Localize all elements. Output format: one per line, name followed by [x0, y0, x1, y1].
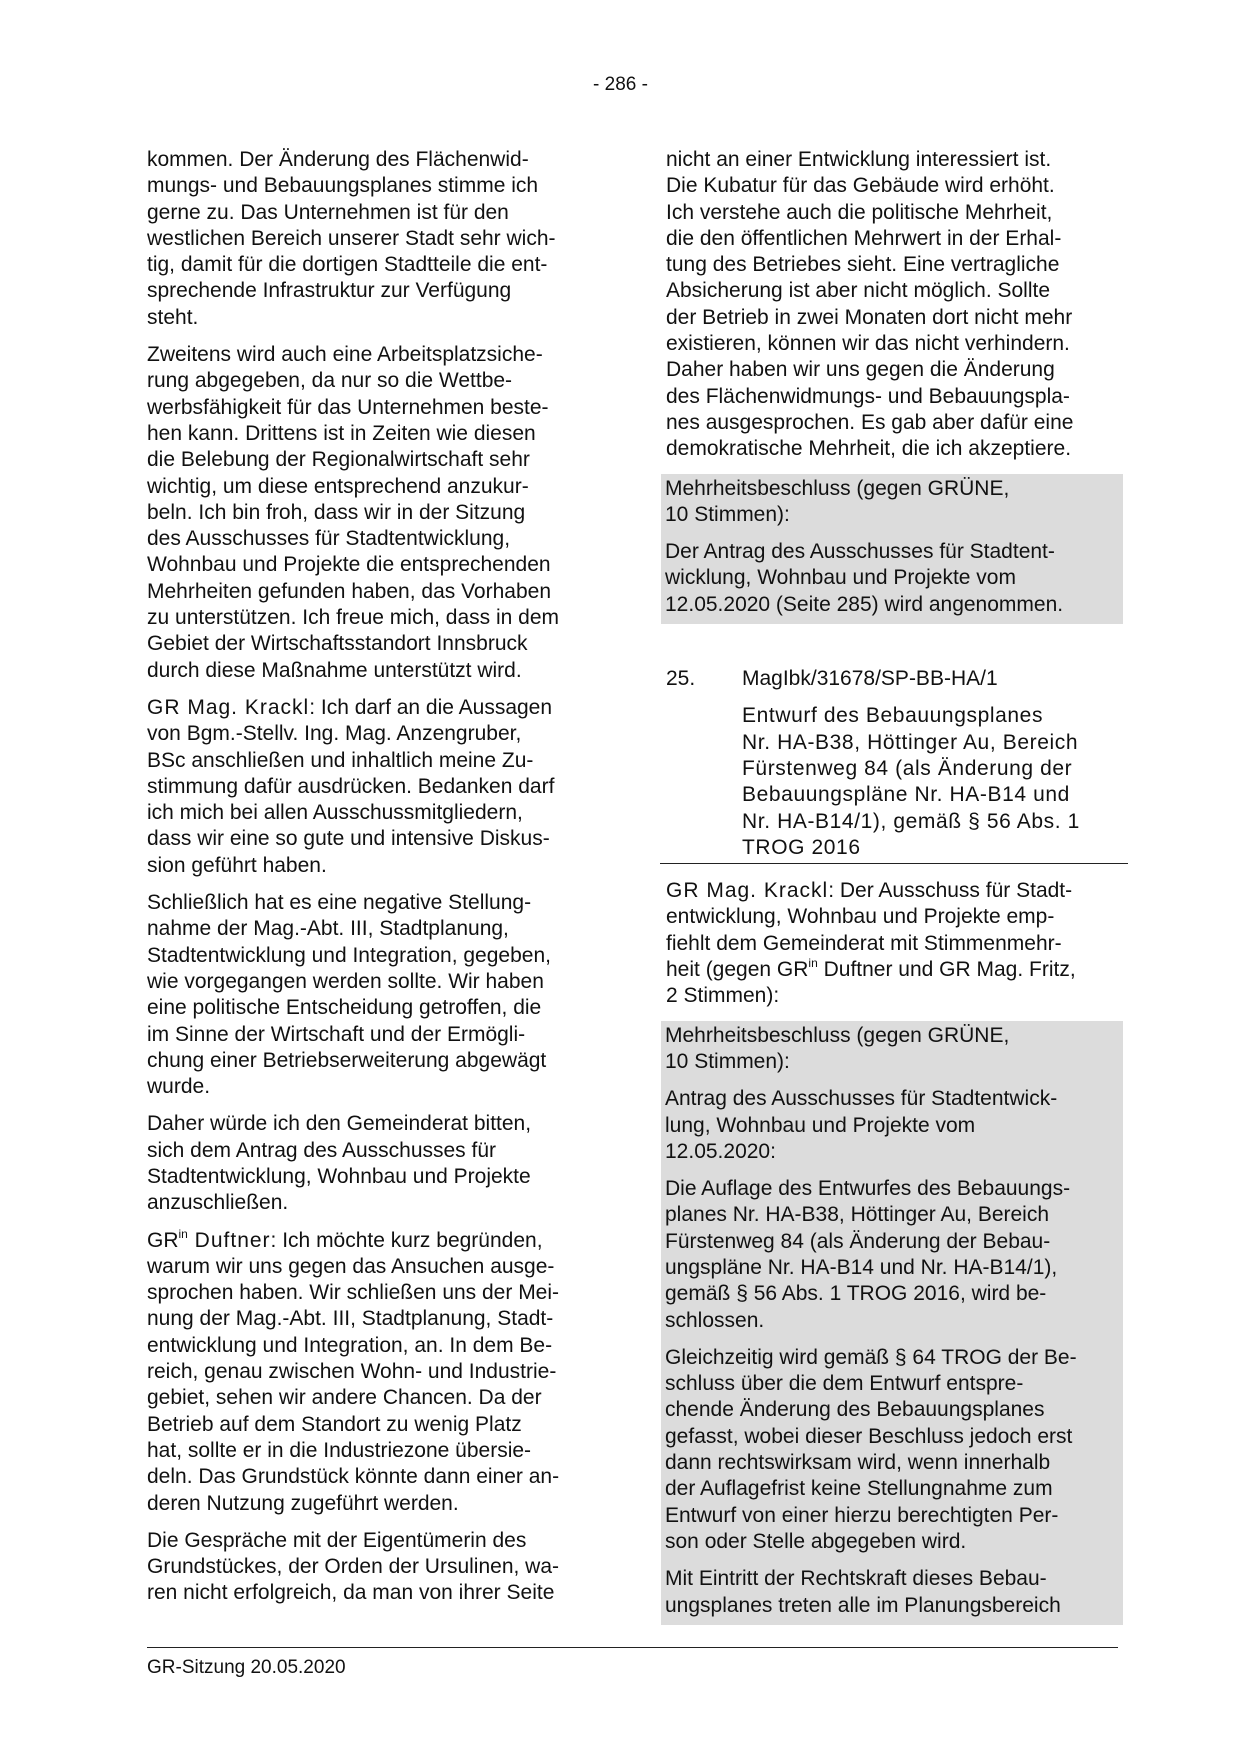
left-column	[147, 147, 609, 1618]
speaker-name: GR Mag. Krackl	[666, 879, 829, 903]
left-paragraph-7: Die Gespräche mit der Eigentümerin des Grundstückes, der Orden der Ursulinen, wa- ren nicht erfolgreich, da man von ihrer Seite	[147, 1528, 560, 1605]
page-number: - 286 -	[593, 74, 648, 95]
speech-text: : Der Ausschuss für Stadt- entwicklung, Wohnbau und Projekte emp- fiehlt dem Gemeinderat mit Stimmenmehr- heit (gegen GR	[666, 879, 1073, 982]
agenda-item-25	[666, 666, 1118, 864]
footer-divider	[147, 1647, 1118, 1648]
speech-text-continued: Duftner und GR Mag. Fritz, 2 Stimmen):	[666, 958, 1076, 1008]
left-paragraph-2: Zweitens wird auch eine Arbeitsplatzsiche- rung abgegeben, da nur so die Wettbe- werbsfähigkeit für das Unternehmen beste- hen kann. Drittens ist in Zeiten wie diesen die Belebung der Regionalwirtschaft sehr wichtig, um diese entsprechend anzukur- beln. Ich bin froh, dass wir in der Sitzung des Ausschusses für Stadtentwicklung, Wohnbau und Projekte die entsprechenden Mehrheiten gefunden haben, das Vorhaben zu unterstützen. Ich freue mich, dass in dem Gebiet der Wirtschaftsstandort Innsbruck durch diese Maßnahme unterstützt wird.	[147, 343, 560, 682]
right-paragraph-1: nicht an einer Entwicklung interessiert ist. Die Kubatur für das Gebäude wird erhöht. Ich verstehe auch die politische Mehrheit, die den öffentlichen Mehrwert in der Erhal- tung des Betriebes sieht. Eine vertragliche Absicherung ist aber nicht möglich. Sollte der Betrieb in zwei Monaten dort nicht mehr existieren, können wir das nicht verhindern. Daher haben wir uns gegen die Änderung des Flächenwidmungs- und Bebauungspla- nes ausgesprochen. Es gab aber dafür eine demokratische Mehrheit, die ich akzeptiere.	[666, 148, 1074, 461]
resolution-box-1	[661, 474, 1123, 624]
resolution-paragraph-4: Mit Eintritt der Rechtskraft dieses Bebau- ungsplanes treten alle im Planungsbereich	[665, 1567, 1061, 1617]
speaker-name: GR Mag. Krackl	[147, 695, 310, 719]
agenda-divider	[660, 863, 1128, 864]
agenda-number: 25.	[666, 667, 696, 691]
footer-session-date: GR-Sitzung 20.05.2020	[147, 1657, 346, 1678]
resolution-title: Mehrheitsbeschluss (gegen GRÜNE, 10 Stimmen):	[665, 476, 1010, 526]
left-paragraph-5: Daher würde ich den Gemeinderat bitten, sich dem Antrag des Ausschusses für Stadtentwicklung, Wohnbau und Projekte anzuschließen.	[147, 1112, 532, 1215]
speaker-title: GR	[147, 1228, 179, 1252]
resolution-paragraph-2: Die Auflage des Entwurfes des Bebauungs- planes Nr. HA-B38, Höttinger Au, Bereich Fürstenweg 84 (als Änderung der Bebau- ungspläne Nr. HA-B14 und Nr. HA-B14/1), gemäß § 56 Abs. 1 TROG 2016, wird be- schlossen.	[665, 1177, 1071, 1332]
resolution-paragraph-3: Gleichzeitig wird gemäß § 64 TROG der Be- schluss über die dem Entwurf entspre- chende Änderung des Bebauungsplanes gefasst, wobei dieser Beschluss jedoch erst dann rechtswirksam wird, wenn innerhalb der Auflagefrist keine Stellungnahme zum Entwurf von einer hierzu berechtigten Per- son oder Stelle abgegeben wird.	[665, 1345, 1077, 1553]
resolution-text: Der Antrag des Ausschusses für Stadtent- wicklung, Wohnbau und Projekte vom 12.05.2020 (Seite 285) wird angenommen.	[665, 540, 1064, 616]
right-paragraph-2	[666, 878, 1118, 1009]
speech-text: : Ich darf an die Aussagen von Bgm.-Stellv. Ing. Mag. Anzengruber, BSc anschließen und inhaltlich meine Zu- stimmung dafür ausdrücken. Bedanken darf ich mich bei allen Ausschussmitgliedern, dass wir eine so gute und intensive Diskus- sion geführt haben.	[147, 695, 555, 877]
agenda-title: Entwurf des Bebauungsplanes Nr. HA-B38, Höttinger Au, Bereich Fürstenweg 84 (als Änderung der Bebauungspläne Nr. HA-B14 und Nr. HA-B14/1), gemäß § 56 Abs. 1 TROG 2016	[742, 704, 1080, 859]
speaker-title-superscript: in	[178, 1226, 188, 1241]
speech-text: : Ich möchte kurz begründen, warum wir uns gegen das Ansuchen ausge- sprochen haben. Wir schließen uns der Mei- nung der Mag.-Abt. III, Stadtplanung, Stadt- entwicklung und Integration, an. In dem Be- reich, genau zwischen Wohn- und Industrie- gebiet, sehen wir andere Chancen. Da der Betrieb auf dem Standort zu wenig Platz hat, sollte er in die Industriezone übersie- deln. Das Grundstück könnte dann einer an- deren Nutzung zugeführt werden.	[147, 1228, 560, 1515]
resolution-paragraph-1: Antrag des Ausschusses für Stadtentwick- lung, Wohnbau und Projekte vom 12.05.2020:	[665, 1087, 1058, 1163]
speaker-title-superscript: in	[808, 956, 818, 971]
left-paragraph-6	[147, 1228, 609, 1517]
left-paragraph-3	[147, 695, 609, 879]
agenda-reference: MagIbk/31678/SP-BB-HA/1	[742, 667, 998, 691]
resolution-title: Mehrheitsbeschluss (gegen GRÜNE, 10 Stimmen):	[665, 1023, 1010, 1073]
speaker-name: Duftner	[187, 1228, 271, 1252]
agenda-header	[666, 666, 1118, 692]
left-paragraph-1: kommen. Der Änderung des Flächenwid- mungs- und Bebauungsplanes stimme ich gerne zu. Das Unternehmen ist für den westlichen Bereich unserer Stadt sehr wich- tig, damit für die dortigen Stadtteile die ent- sprechende Infrastruktur zur Verfügung steht.	[147, 148, 556, 329]
resolution-box-2	[661, 1021, 1123, 1625]
right-column	[666, 147, 1118, 1625]
left-paragraph-4: Schließlich hat es eine negative Stellung- nahme der Mag.-Abt. III, Stadtplanung, Stadtentwicklung und Integration, gegeben, wie vorgegangen werden sollte. Wir haben eine politische Entscheidung getroffen, die im Sinne der Wirtschaft und der Ermögli- chung einer Betriebserweiterung abgewägt wurde.	[147, 891, 551, 1099]
